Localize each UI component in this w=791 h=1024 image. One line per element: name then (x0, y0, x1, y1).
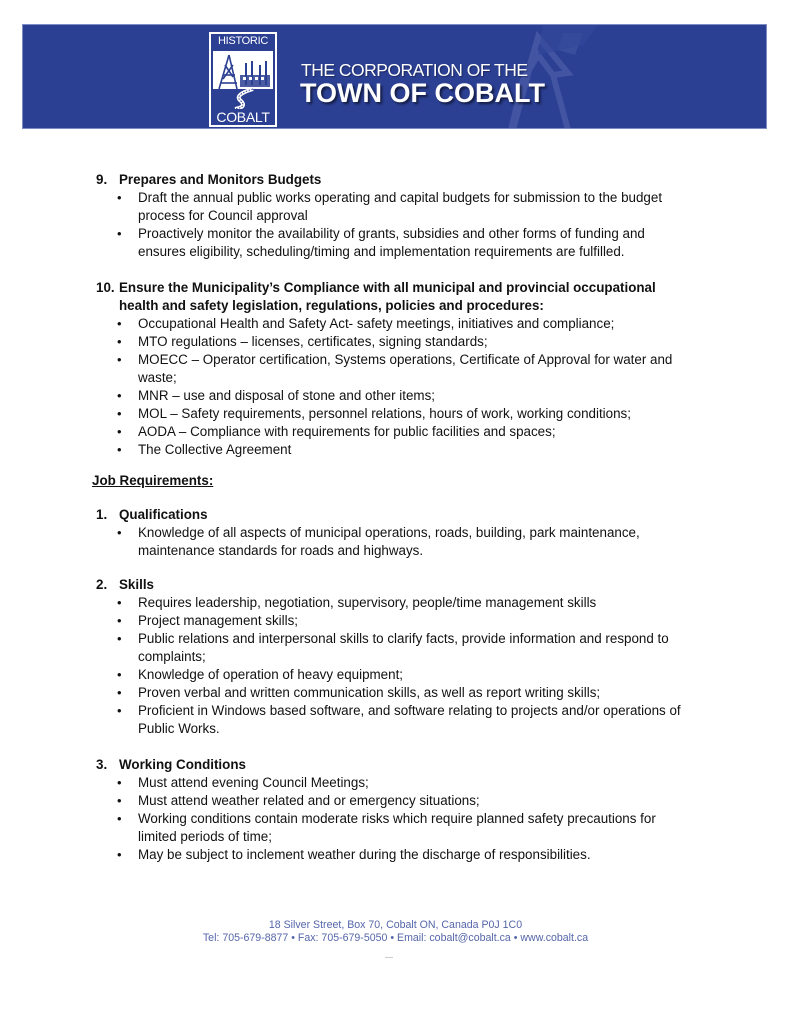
bullet-text: The Collective Agreement (138, 442, 292, 457)
bullet-icon: • (117, 595, 122, 610)
requirement-title: Working Conditions (119, 757, 246, 772)
requirement-number: 2. (96, 577, 108, 592)
bullet-text: Must attend evening Council Meetings; (138, 775, 369, 790)
bullet-text: Proactively monitor the availability of grants, subsidies and other forms of funding and (138, 226, 645, 241)
footer-address: 18 Silver Street, Box 70, Cobalt ON, Canada P0J 1C0 (268, 919, 523, 931)
bullet-text-continued: maintenance standards for roads and highways. (138, 543, 424, 558)
bullet-icon: • (117, 226, 122, 241)
section-number: 9. (96, 172, 108, 187)
logo-bottom-text: COBALT (216, 109, 270, 125)
section-number: 10. (96, 280, 115, 295)
section-title-continued: health and safety legislation, regulations, policies and procedures: (119, 298, 544, 313)
job-requirements-heading: Job Requirements: (92, 473, 214, 488)
bullet-icon: • (117, 442, 122, 457)
bullet-icon: • (117, 847, 122, 862)
requirement-number: 1. (96, 507, 108, 522)
bullet-text: Draft the annual public works operating and capital budgets for submission to the budget (138, 190, 663, 205)
bullet-icon: • (117, 352, 122, 367)
bullet-text: Must attend weather related and or emergency situations; (138, 793, 480, 808)
requirement-number: 3. (96, 757, 108, 772)
bullet-icon: • (117, 775, 122, 790)
bullet-text: Occupational Health and Safety Act- safety meetings, initiatives and compliance; (138, 316, 615, 331)
logo-top-text: HISTORIC (218, 35, 268, 47)
bullet-text-continued: process for Council approval (138, 208, 308, 223)
bullet-text-continued: waste; (138, 370, 177, 385)
bullet-icon: • (117, 613, 122, 628)
bullet-text-continued: limited periods of time; (138, 829, 272, 844)
bullet-icon: • (117, 631, 122, 646)
header-banner (22, 24, 767, 129)
bullet-icon: • (117, 334, 122, 349)
requirement-title: Qualifications (119, 507, 208, 522)
footer-contact: Tel: 705-679-8877 • Fax: 705-679-5050 • Email: cobalt@cobalt.ca • www.cobalt.ca (202, 932, 589, 944)
bullet-icon: • (117, 793, 122, 808)
corporation-line: THE CORPORATION OF THE (301, 60, 528, 80)
bullet-text: Public relations and interpersonal skills to clarify facts, provide information and respond to (138, 631, 669, 646)
bullet-text-continued: complaints; (138, 649, 206, 664)
bullet-text: MOL – Safety requirements, personnel relations, hours of work, working conditions; (138, 406, 631, 421)
section-title: Ensure the Municipality’s Compliance with all municipal and provincial occupational (119, 280, 656, 295)
bullet-text: May be subject to inclement weather during the discharge of responsibilities. (138, 847, 591, 862)
bullet-text: Knowledge of all aspects of municipal operations, roads, building, park maintenance, (138, 525, 640, 540)
bullet-text: MNR – use and disposal of stone and other items; (138, 388, 435, 403)
bullet-icon: • (117, 685, 122, 700)
mine-headframe-icon (213, 49, 273, 109)
bullet-text: Requires leadership, negotiation, supervisory, people/time management skills (138, 595, 597, 610)
bullet-icon: • (117, 667, 122, 682)
bullet-text-continued: Public Works. (138, 721, 220, 736)
bullet-text: Knowledge of operation of heavy equipment; (138, 667, 404, 682)
bullet-icon: • (117, 316, 122, 331)
bullet-icon: • (117, 406, 122, 421)
historic-cobalt-logo (209, 32, 277, 127)
bullet-text: MTO regulations – licenses, certificates, signing standards; (138, 334, 488, 349)
bullet-text: MOECC – Operator certification, Systems operations, Certificate of Approval for water and (138, 352, 673, 367)
bullet-icon: • (117, 424, 122, 439)
bullet-icon: • (117, 811, 122, 826)
bullet-text: Project management skills; (138, 613, 299, 628)
bullet-text: Working conditions contain moderate risks which require planned safety precautions for (138, 811, 656, 826)
bullet-text: Proven verbal and written communication skills, as well as report writing skills; (138, 685, 601, 700)
bullet-text-continued: ensures eligibility, scheduling/timing and implementation requirements are fulfilled. (138, 244, 625, 259)
bullet-icon: • (117, 388, 122, 403)
requirement-title: Skills (119, 577, 154, 592)
bullet-icon: • (117, 525, 122, 540)
bullet-text: Proficient in Windows based software, and software relating to projects and/or operations of (138, 703, 681, 718)
bullet-icon: • (117, 703, 122, 718)
section-title: Prepares and Monitors Budgets (119, 172, 322, 187)
bullet-icon: • (117, 190, 122, 205)
bullet-text: AODA – Compliance with requirements for public facilities and spaces; (138, 424, 556, 439)
footer-mark (385, 957, 393, 958)
town-name: TOWN OF COBALT (300, 78, 545, 108)
